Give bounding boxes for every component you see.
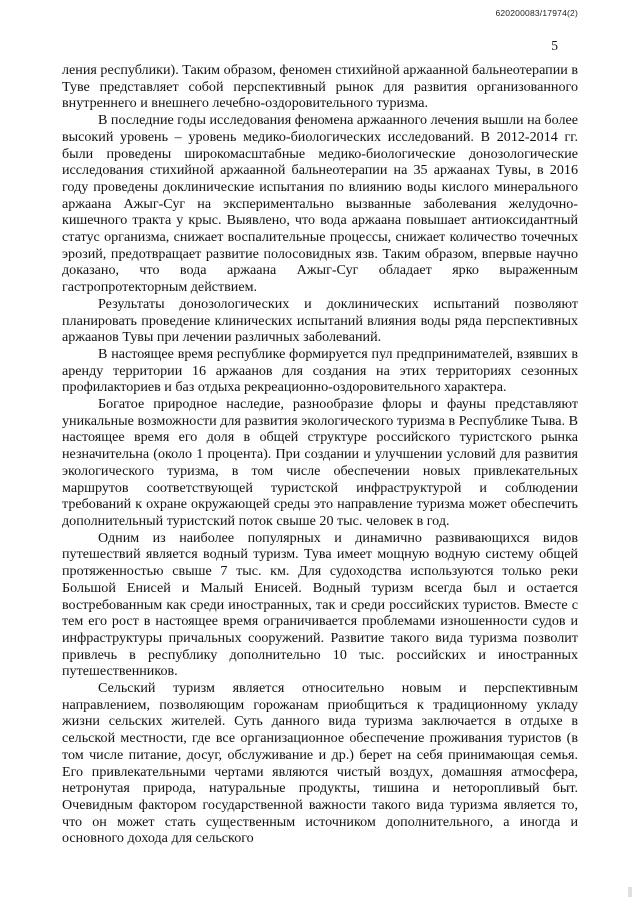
body-text (62, 62, 578, 847)
paragraph-continuation: ления республики). Таким образом, феномен стихийной аржаанной бальнеотерапии в Туве представляет собой перспективный рынок для развития организованного внутреннего и внешнего лечебно-оздоровительного туризма. (62, 62, 578, 112)
paragraph-water-tourism: Одним из наиболее популярных и динамично развивающихся видов путешествий является водный туризм. Тува имеет мощную водную систему общей протяженностью свыше 7 тыс. км. Для судоходства используются только реки Большой Енисей и Малый Енисей. Водный туризм всегда был и остается востребованным как среди иностранных, так и среди российских туристов. Вместе с тем его рост в настоящее время ограничивается проблемами изношенности судов и инфраструктуры причальных сооружений. Развитие такого вида туризма позволит привлечь в республику дополнительно 10 тыс. российских и иностранных путешественников. (62, 529, 578, 680)
paragraph-entrepreneurs: В настоящее время республике формируется пул предпринимателей, взявших в аренду территории 16 аржаанов для создания на этих территориях сезонных профилакториев и баз отдыха рекреационно-оздоровительного характера. (62, 345, 578, 396)
document-code: 620200083/17974(2) (495, 8, 578, 18)
scan-artifact (628, 887, 632, 897)
paragraph-rural-tourism: Сельский туризм является относительно новым и перспективным направлением, позволяющим горожанам приобщиться к традиционному укладу жизни сельских жителей. Суть данного вида туризма заключается в отдыхе в сельской местности, где все организационное обеспечение проживания туристов (в том числе питание, досуг, обслуживание и др.) берет на себя принимающая семья. Его привлекательными чертами являются чистый воздух, домашняя атмосфера, нетронутая природа, натуральные продукты, тишина и неторопливый быт. Очевидным фактором государственной важности такого вида туризма является то, что он может стать существенным источником дополнительного, а иногда и основного дохода для сельского (62, 680, 578, 847)
paragraph-ecotourism: Богатое природное наследие, разнообразие флоры и фауны представляют уникальные возможности для развития экологического туризма в Республике Тыва. В настоящее время его доля в общей структуре российского туристского рынка незначительна (около 1 процента). При создании и улучшении условий для развития экологического туризма, в том числе обеспечении новых привлекательных маршрутов соответствующей туристской инфраструктурой и соблюдении требований к охране окружающей среды это направление туризма может обеспечить дополнительный туристский поток свыше 20 тыс. человек в год. (62, 396, 578, 529)
paragraph-clinical-trials: Результаты донозологических и доклинических испытаний позволяют планировать проведение клинических испытаний влияния воды ряда перспективных аржаанов Тувы при лечении различных заболеваний. (62, 295, 578, 346)
paragraph-medical-research: В последние годы исследования феномена аржаанного лечения вышли на более высокий уровень – уровень медико-биологических исследований. В 2012-2014 гг. были проведены широкомасштабные медико-биологические донозологические исследования стихийной аржаанной бальнеотерапии на 35 аржаанах Тувы, в 2016 году проведены доклинические испытания по влиянию воды кислого минерального аржаана Ажыг-Суг на экспериментально вызванные заболевания желудочно-кишечного тракта у крыс. Выявлено, что вода аржаана повышает антиоксидантный статус организма, снижает воспалительные процессы, снижает количество точечных эрозий, предотвращает развитие полосовидных язв. Таким образом, впервые научно доказано, что вода аржаана Ажыг-Суг обладает ярко выраженным гастропротекторным действием. (62, 112, 578, 296)
page-number: 5 (551, 38, 558, 53)
